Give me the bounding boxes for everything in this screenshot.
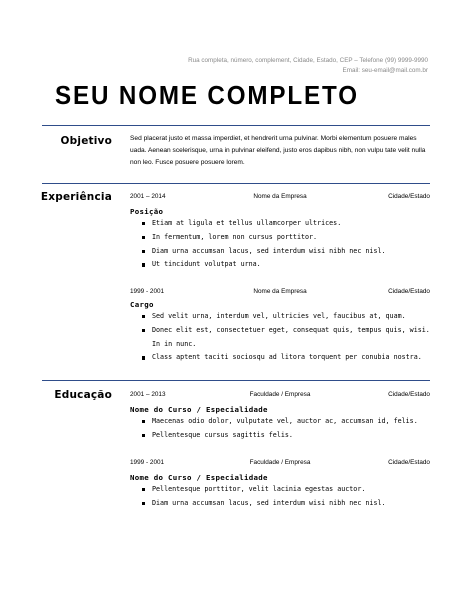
experience-heading: Experiência: [40, 191, 112, 203]
education-entry-2-bullets: [140, 483, 440, 511]
experience-entry-2-title: Cargo: [130, 300, 154, 309]
experience-entry-1-city: Cidade/Estado: [388, 193, 430, 200]
education-entry-2-title: Nome do Curso / Especialidade: [130, 473, 268, 482]
contact-address: Rua completa, número, complement, Cidade, Estado, CEP – Telefone (99) 9999-9990: [188, 57, 428, 64]
list-item: Diam urna accumsan lacus, sed interdum wisi nibh nec nisl.: [140, 245, 440, 259]
contact-block: [188, 56, 428, 76]
education-entry-2-dates: 1999 - 2001: [130, 459, 165, 466]
full-name-heading: SEU NOME COMPLETO: [55, 80, 359, 110]
list-item: In fermentum, lorem non cursus porttitor.: [140, 231, 440, 245]
experience-entry-1-title: Posição: [130, 207, 164, 216]
experience-entry-1-row: [130, 193, 430, 203]
list-item: Etiam at ligula et tellus ullamcorper ultrices.: [140, 217, 440, 231]
experience-entry-1-company: Nome da Empresa: [253, 193, 307, 200]
education-entry-1-company: Faculdade / Empresa: [249, 391, 311, 398]
list-item: Pellentesque porttitor, velit lacinia egestas auctor.: [140, 483, 440, 497]
section-divider-objective: [42, 125, 430, 126]
education-entry-1-bullets: [140, 415, 440, 443]
list-item: Sed velit urna, interdum vel, ultricies vel, faucibus at, quam.: [140, 310, 440, 324]
experience-entry-2-row: [130, 288, 430, 298]
list-item: Ut tincidunt volutpat urna.: [140, 258, 440, 272]
list-item: Donec elit est, consectetuer eget, consequat quis, tempus quis, wisi. In in nunc.: [140, 324, 440, 352]
education-entry-2-row: [130, 459, 430, 469]
experience-entry-2-city: Cidade/Estado: [388, 288, 430, 295]
education-heading: Educação: [54, 389, 112, 401]
list-item: Class aptent taciti sociosqu ad litora torquent per conubia nostra.: [140, 351, 440, 365]
education-entry-1-row: [130, 391, 430, 401]
experience-entry-1-bullets: [140, 217, 440, 272]
education-entry-2-company: Faculdade / Empresa: [249, 459, 311, 466]
experience-entry-2-dates: 1999 - 2001: [130, 288, 165, 295]
section-divider-experience: [42, 183, 430, 184]
objective-text: Sed placerat justo et massa imperdiet, et hendrerit urna pulvinar. Morbi elementum posuere males uada. Aenean scelerisque, urna in pulvinar eleifend, justo eros dapibus nibh, non vulpu tate velit nulla non leo. Fusce posuere posuere lorem.: [130, 135, 426, 166]
contact-email: Email: seu-email@mail.com.br: [342, 67, 428, 74]
list-item: Pellentesque cursus sagittis felis.: [140, 429, 440, 443]
experience-entry-1-dates: 2001 – 2014: [130, 193, 166, 200]
education-entry-2-city: Cidade/Estado: [388, 459, 430, 466]
list-item: Maecenas odio dolor, vulputate vel, auctor ac, accumsan id, felis.: [140, 415, 440, 429]
experience-entry-2-bullets: [140, 310, 440, 365]
education-entry-1-dates: 2001 – 2013: [130, 391, 166, 398]
education-entry-1-city: Cidade/Estado: [388, 391, 430, 398]
education-entry-1-title: Nome do Curso / Especialidade: [130, 405, 268, 414]
section-divider-education: [42, 380, 430, 381]
experience-entry-2-company: Nome da Empresa: [253, 288, 307, 295]
objective-heading: Objetivo: [60, 135, 112, 147]
list-item: Diam urna accumsan lacus, sed interdum wisi nibh nec nisl.: [140, 497, 440, 511]
